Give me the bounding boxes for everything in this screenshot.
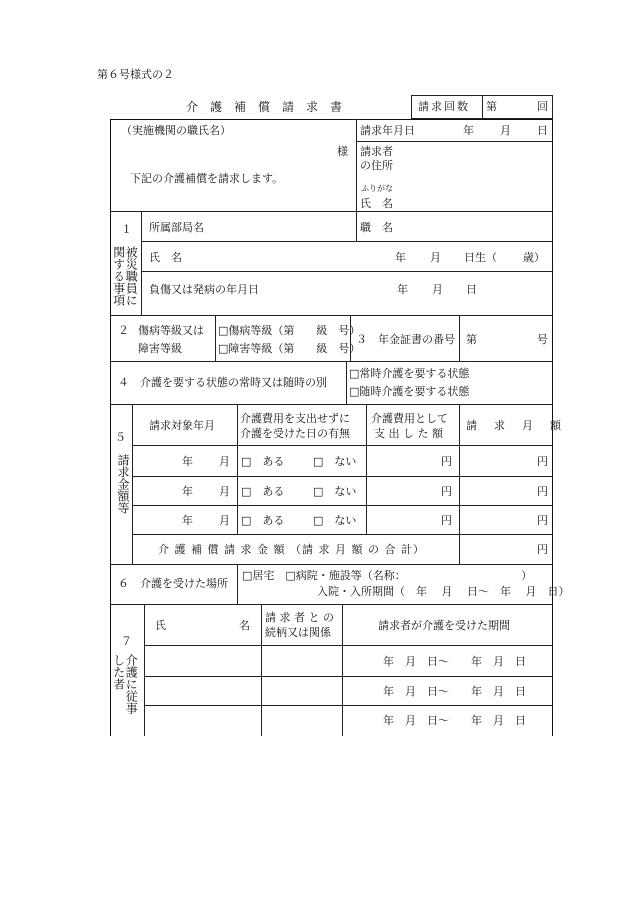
count-prefix: 第 xyxy=(486,100,497,113)
col-monthly-amount: 請 求 月 額 xyxy=(466,419,564,432)
col-expense-1: 介護費用として xyxy=(371,412,448,425)
row2-yes[interactable]: □ ある xyxy=(241,485,285,498)
section2-label-2: 障害等級 xyxy=(138,342,182,355)
row3-monthly-yen[interactable]: 円 xyxy=(537,514,548,527)
col-care-period: 請求者が介護を受けた期間 xyxy=(378,619,510,632)
col-expense-2: 支 出 し た 額 xyxy=(374,427,443,440)
injury-grade-option[interactable]: □傷病等級（第 級 号） xyxy=(218,324,361,337)
agency-label: （実施機関の職氏名） xyxy=(121,124,231,137)
age[interactable]: 歳） xyxy=(523,251,545,264)
caregiver1-period[interactable]: 年 月 日～ 年 月 日 xyxy=(383,655,526,668)
row2-month[interactable]: 月 xyxy=(219,485,230,498)
row1-monthly-yen[interactable]: 円 xyxy=(537,455,548,468)
injury-date-label: 負傷又は発病の年月日 xyxy=(149,283,259,296)
row2-monthly-yen[interactable]: 円 xyxy=(537,485,548,498)
injury-year[interactable]: 年 xyxy=(397,283,408,296)
furigana-label: ふりがな xyxy=(361,184,393,193)
section7-number: ７ xyxy=(121,635,132,648)
birth-day[interactable]: 日生（ xyxy=(464,251,497,264)
section5-side-label: 請求金額等 xyxy=(116,454,130,514)
col-name-1: 氏 xyxy=(155,619,166,632)
col-no-expense-2: 介護を受けた日の有無 xyxy=(240,427,350,440)
total-label: 介 護 補 償 請 求 金 額 （請 求 月 額 の 合 計） xyxy=(158,543,425,556)
total-yen[interactable]: 円 xyxy=(537,543,548,556)
stay-period[interactable]: 入院・入所期間（ 年 月 日～ 年 月 日） xyxy=(317,585,570,598)
row1-month[interactable]: 月 xyxy=(219,455,230,468)
row1-expense-yen[interactable]: 円 xyxy=(441,455,452,468)
caregiver2-period[interactable]: 年 月 日～ 年 月 日 xyxy=(383,685,526,698)
applicant-name-label: 氏 名 xyxy=(360,197,393,210)
section4-label: ４ 介護を要する状態の常時又は随時の別 xyxy=(118,376,327,389)
occasional-care-option[interactable]: □随時介護を要する状態 xyxy=(349,385,470,398)
section7-side-label: 介護に従事した者 xyxy=(111,654,139,714)
constant-care-option[interactable]: □常時介護を要する状態 xyxy=(349,367,470,380)
section6-label: ６ 介護を受けた場所 xyxy=(118,577,228,590)
address-label-1: 請求者 xyxy=(360,145,393,158)
disability-grade-option[interactable]: □障害等級（第 級 号） xyxy=(218,342,361,355)
injury-month[interactable]: 月 xyxy=(432,283,443,296)
care-place-options[interactable]: □居宅 □病院・施設等（名称： ） xyxy=(242,569,533,582)
col-name-2: 名 xyxy=(239,619,250,632)
section1-number: １ xyxy=(121,223,132,236)
caregiver3-period[interactable]: 年 月 日～ 年 月 日 xyxy=(383,714,526,727)
col-target-month: 請求対象年月 xyxy=(149,419,215,432)
address-label-2: の住所 xyxy=(360,159,393,172)
row1-no[interactable]: □ ない xyxy=(313,455,357,468)
date-label: 請求年月日 xyxy=(360,124,415,137)
pension-prefix: 第 xyxy=(466,333,477,346)
section5-number: ５ xyxy=(115,431,126,444)
birth-year[interactable]: 年 xyxy=(395,251,406,264)
section1-side-label: 被災職員に関する事項 xyxy=(111,246,139,306)
col-relation-2: 続柄又は関係 xyxy=(265,626,331,639)
row3-month[interactable]: 月 xyxy=(219,514,230,527)
section2-number: ２ xyxy=(118,324,129,337)
section2-label-1: 傷病等級又は xyxy=(138,324,204,337)
pension-suffix[interactable]: 号 xyxy=(537,333,548,346)
job-label: 職 名 xyxy=(360,221,393,234)
row3-expense-yen[interactable]: 円 xyxy=(441,514,452,527)
row2-expense-yen[interactable]: 円 xyxy=(441,485,452,498)
date-month[interactable]: 月 xyxy=(500,124,511,137)
row3-no[interactable]: □ ない xyxy=(313,514,357,527)
row1-yes[interactable]: □ ある xyxy=(241,455,285,468)
count-suffix[interactable]: 回 xyxy=(537,100,548,113)
row2-no[interactable]: □ ない xyxy=(313,485,357,498)
row3-year[interactable]: 年 xyxy=(182,514,193,527)
form-number: 第６号様式の２ xyxy=(97,68,174,81)
row3-yes[interactable]: □ ある xyxy=(241,514,285,527)
row1-year[interactable]: 年 xyxy=(182,455,193,468)
employee-name-label: 氏 名 xyxy=(149,251,182,264)
date-year[interactable]: 年 xyxy=(463,124,474,137)
col-no-expense-1: 介護費用を支出せずに xyxy=(240,412,350,425)
form-title: 介 護 補 償 請 求 書 xyxy=(186,100,343,114)
col-relation-1: 請 求 者 と の xyxy=(265,611,334,624)
row2-year[interactable]: 年 xyxy=(182,485,193,498)
injury-day[interactable]: 日 xyxy=(466,283,477,296)
date-day[interactable]: 日 xyxy=(537,124,548,137)
request-text: 下記の介護補償を請求します。 xyxy=(130,172,284,185)
count-label: 請求回数 xyxy=(418,100,470,113)
birth-month[interactable]: 月 xyxy=(430,251,441,264)
sama-label: 様 xyxy=(337,145,348,158)
pension-cert-label: ３ 年金証書の番号 xyxy=(356,333,455,346)
dept-label: 所属部局名 xyxy=(149,221,204,234)
